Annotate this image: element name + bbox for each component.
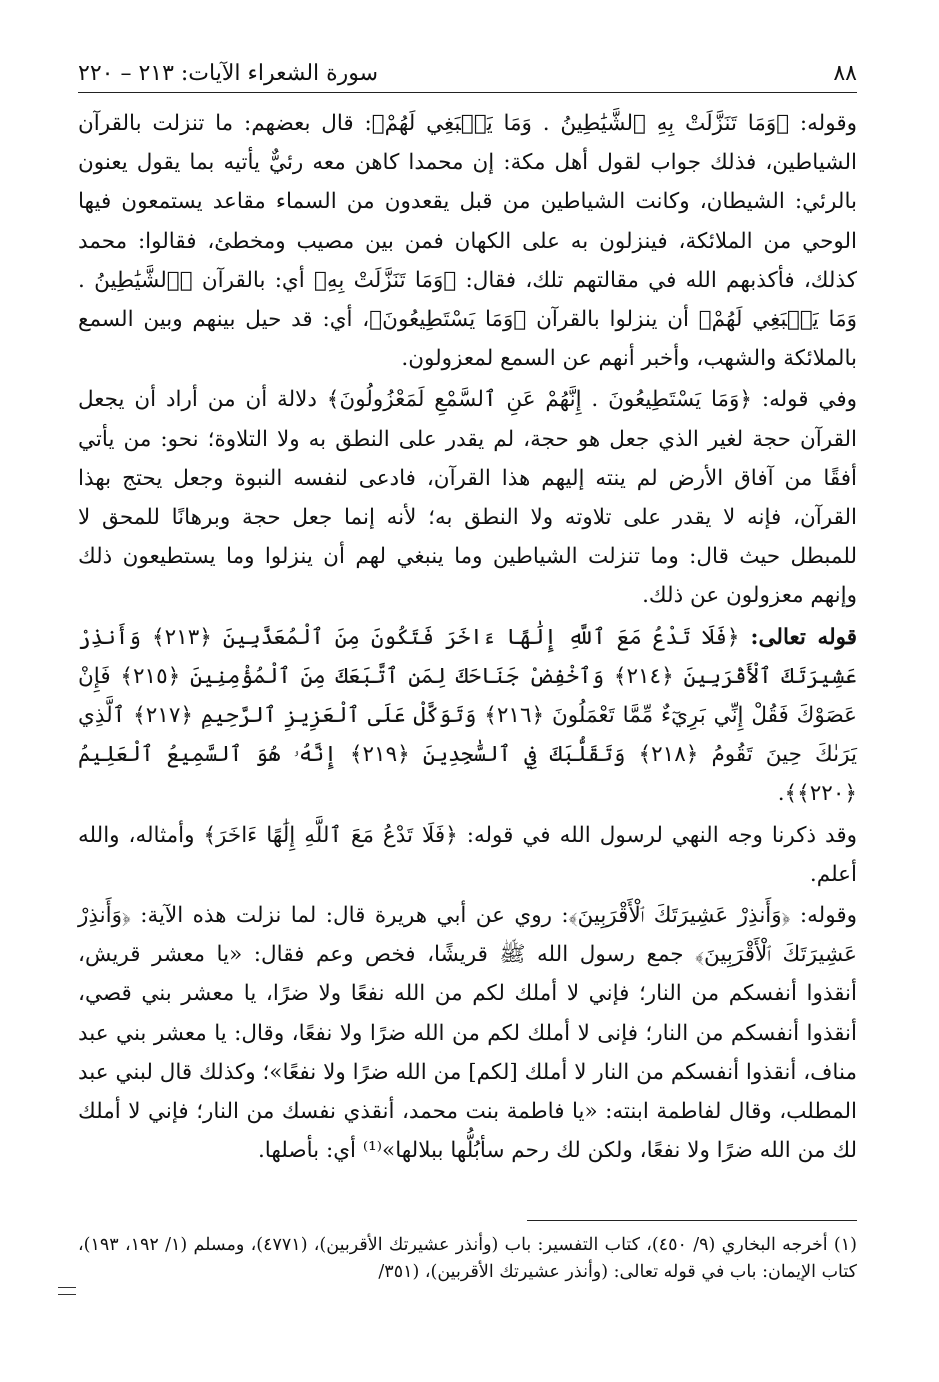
paragraph: وقوله: ﴿وَمَا تَنَزَّلَتْ بِهِ ٱلشَّيَٰطِينُ . وَمَا يَنۢبَغِي لَهُمْ﴾: قال بعضهم: ما تنزلت بالقرآن الشياطين، فذلك جواب لقول أهل مكة: إن محمدا كاهن معه رئيٌّ يأتيه بما يقول يعنون بالرئي: الشيطان، وكانت الشياطين من قبل يقعدون من السماء مقاعد يستمعون فيها الوحي من الملائكة، فينزلون به على الكهان فمن بين مصيب ومخطئ، فقالوا: محمد كذلك، فأكذبهم الله في مقالتهم تلك، فقال: ﴿وَمَا تَنَزَّلَتْ بِهِ﴾ أي: بالقرآن ﴿ٱلشَّيَٰطِينُ . وَمَا يَنۢبَغِي لَهُمْ﴾ أن ينزلوا بالقرآن ﴿وَمَا يَسْتَطِيعُونَ﴾، أي: قد حيل بينهم وبين السمع بالملائكة والشهب، وأخبر أنهم عن السمع لمعزولون.: [78, 111, 857, 372]
paragraph: وقد ذكرنا وجه النهي لرسول الله في قوله: ﴿فَلَا تَدْعُ مَعَ ٱللَّهِ إِلَٰهًا ءَاخَرَ﴾ وأمثاله، والله أعلم.: [78, 822, 857, 887]
edge-mark: [58, 1287, 76, 1295]
verse-lead: قوله تعالى:: [750, 624, 858, 650]
page-header: [78, 42, 857, 86]
footnote-divider: [527, 1220, 857, 1221]
header-divider: [78, 92, 857, 93]
footnote: (١) أخرجه البخاري (٩/ ٤٥٠)، كتاب التفسير: باب (وأنذر عشيرتك الأقربين)، (٤٧٧١)، ومسلم (١/ ١٩٢، ١٩٣)، كتاب الإيمان: باب في قوله تعالى: (وأنذر عشيرتك الأقربين)، (٣٥١/: [78, 1235, 857, 1282]
paragraph: وقوله: ﴿وَأَنذِرْ عَشِيرَتَكَ ٱلْأَقْرَبِينَ﴾: روي عن أبي هريرة قال: لما نزلت هذه الآية: ﴿وَأَنذِرْ عَشِيرَتَكَ ٱلْأَقْرَبِينَ﴾ جمع رسول الله ﷺ قريشًا، فخص وعم فقال: «يا معشر قريش، أنقذوا أنفسكم من النار؛ فإني لا أملك لكم من الله نفعًا ولا ضرًا، يا معشر بني قصي، أنقذوا أنفسكم من النار؛ فإنى لا أملك لكم من الله ضرًا ولا نفعًا، وقال: يا معشر بني عبد مناف، أنقذوا أنفسكم من النار لا أملك [لكم] من الله ضرًا ولا نفعًا»؛ وكذلك قال لبني عبد المطلب، وقال لفاطمة ابنته: «يا فاطمة بنت محمد، أنقذي نفسك من النار؛ فإني لا أملك لك من الله ضرًا ولا نفعًا، ولكن لك رحم سأبُلُّها ببلالها»⁽¹⁾ أي: بأصلها.: [78, 903, 857, 1164]
verse-text: ﴿فَلَا تَدْعُ مَعَ ٱللَّهِ إِلَٰهًا ءَاخَرَ فَتَكُونَ مِنَ ٱلْمُعَذَّبِينَ ﴿٢١٣﴾ وَأَنذِرْ عَشِيرَتَكَ ٱلْأَقْرَبِينَ ﴿٢١٤﴾ وَٱخْفِضْ جَنَاحَكَ لِمَنِ ٱتَّبَعَكَ مِنَ ٱلْمُؤْمِنِينَ ﴿٢١٥﴾ فَإِنْ عَصَوْكَ فَقُلْ إِنِّي بَرِيٓءٌ مِّمَّا تَعْمَلُونَ ﴿٢١٦﴾ وَتَوَكَّلْ عَلَى ٱلْعَزِيزِ ٱلرَّحِيمِ ﴿٢١٧﴾ ٱلَّذِي يَرَىٰكَ حِينَ تَقُومُ ﴿٢١٨﴾ وَتَقَلُّبَكَ فِي ٱلسَّٰجِدِينَ ﴿٢١٩﴾ إِنَّهُۥ هُوَ ٱلسَّمِيعُ ٱلْعَلِيمُ ﴿٢٢٠﴾﴾.: [78, 624, 857, 807]
page-number: ٨٨: [833, 61, 857, 86]
running-title: سورة الشعراء الآيات: ٢١٣ – ٢٢٠: [78, 61, 379, 86]
verse-block: [78, 618, 857, 814]
footnotes: [78, 1232, 857, 1286]
main-text: [78, 104, 857, 1172]
paragraph: وفي قوله: ﴿وَمَا يَسْتَطِيعُونَ . إِنَّهُمْ عَنِ ٱلسَّمْعِ لَمَعْزُولُونَ﴾ دلالة أن من أراد أن يجعل القرآن حجة لغير الذي جعل هو حجة، لم يقدر على النطق به ولا التلاوة؛ نحو: من يأتي أفقًا من آفاق الأرض لم ينته إليهم هذا القرآن، فادعى لنفسه النبوة وجعل يحتج بهذا القرآن، فإنه لا يقدر على تلاوته ولا النطق به؛ لأنه إنما جعل حجة وبرهانًا للمحق لا للمبطل حيث قال: وما تنزلت الشياطين وما ينبغي لهم أن ينزلوا وما يستطيعون ذلك وإنهم معزولون عن ذلك.: [78, 387, 857, 609]
